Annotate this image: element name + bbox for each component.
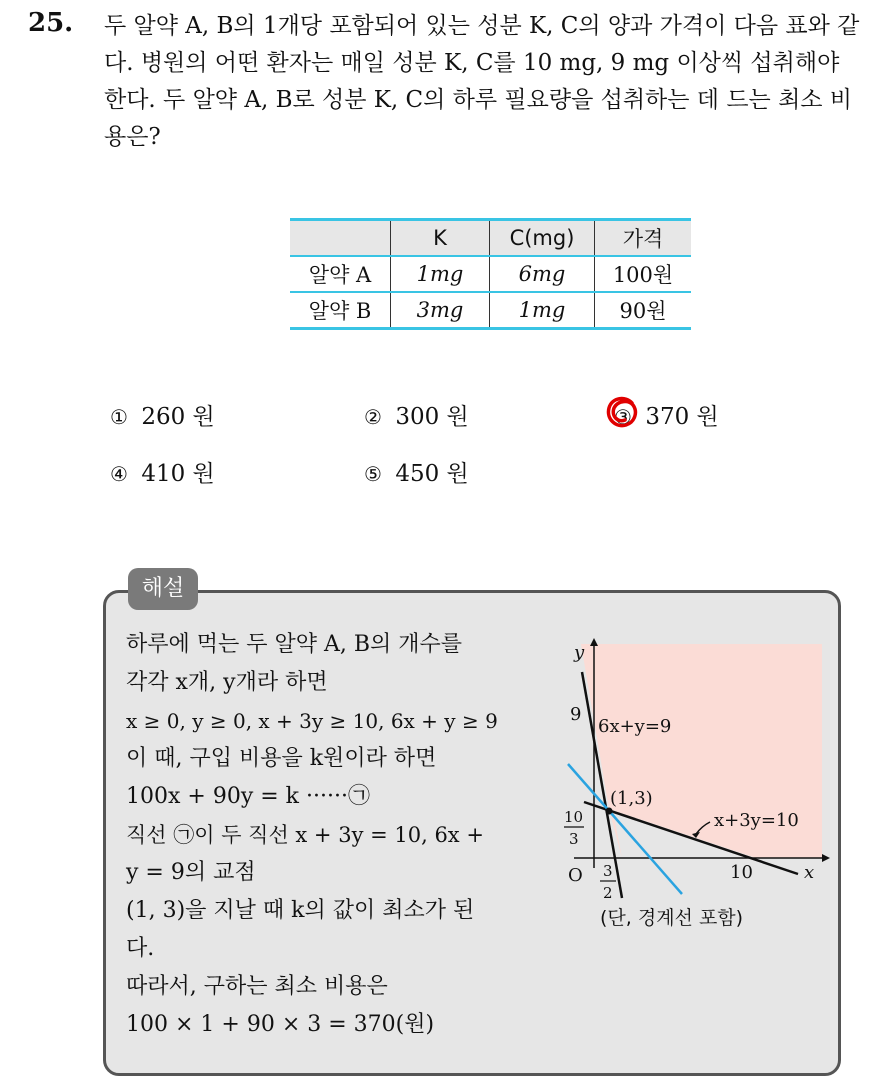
- solution-line: 각각 x개, y개라 하면: [126, 670, 328, 695]
- line2-label: x+3y=10: [714, 810, 799, 831]
- table-header-cell: 가격: [595, 220, 692, 257]
- choice-number: ④: [110, 462, 128, 486]
- solution-line: 하루에 먹는 두 알약 A, B의 개수를: [126, 632, 463, 657]
- table-cell: 알약 B: [290, 292, 391, 329]
- choice-text: 300 원: [395, 404, 469, 430]
- choice-text: 410 원: [141, 461, 215, 487]
- x-axis-label: x: [804, 862, 815, 883]
- table-cell: 알약 A: [290, 256, 391, 292]
- table-header-cell: K: [391, 220, 490, 257]
- solution-line: 100x + 90y = k ······㉠: [126, 784, 370, 809]
- solution-text: [126, 626, 546, 1044]
- y-fraction-denominator: 3: [569, 830, 579, 848]
- solution-line: 100 × 1 + 90 × 3 = 370(원): [126, 1012, 435, 1037]
- solution-tag: 해설: [128, 568, 198, 610]
- choice-number: ②: [364, 405, 382, 429]
- table-header-cell: [290, 220, 391, 257]
- choice-2[interactable]: [364, 398, 469, 431]
- point-label: (1,3): [610, 788, 653, 809]
- solution-line: (1, 3)을 지날 때 k의 값이 최소가 된: [126, 898, 475, 923]
- x-fraction-numerator: 3: [603, 862, 613, 880]
- table-cell: 100원: [595, 256, 692, 292]
- choice-4[interactable]: [110, 455, 215, 488]
- solution-line: x ≥ 0, y ≥ 0, x + 3y ≥ 10, 6x + y ≥ 9: [126, 709, 498, 733]
- answer-mark-icon: [604, 394, 640, 430]
- choice-text: 370 원: [645, 404, 719, 430]
- table-header-row: [290, 220, 691, 257]
- choice-number: ⑤: [364, 462, 382, 486]
- origin-label: O: [568, 865, 583, 886]
- ingredient-table: [290, 218, 691, 330]
- table-cell: 1mg: [391, 256, 490, 292]
- table-cell: 1mg: [490, 292, 595, 329]
- choice-number: ③: [614, 405, 632, 429]
- table-cell: 3mg: [391, 292, 490, 329]
- x-axis-arrow-icon: [822, 854, 830, 862]
- table-row: [290, 292, 691, 329]
- y-axis-label: y: [574, 642, 585, 663]
- choice-1[interactable]: [110, 398, 215, 431]
- solution-line: y = 9의 교점: [126, 860, 256, 885]
- table-row: [290, 256, 691, 292]
- table-cell: 90원: [595, 292, 692, 329]
- solution-line: 직선 ㉠이 두 직선 x + 3y = 10, 6x +: [126, 823, 484, 847]
- feasible-region-graph: [560, 636, 830, 906]
- y-axis-arrow-icon: [590, 638, 598, 646]
- y-intercept-label: 9: [570, 704, 582, 725]
- line1-label: 6x+y=9: [598, 716, 672, 737]
- solution-line: 따라서, 구하는 최소 비용은: [126, 974, 388, 999]
- solution-line: 이 때, 구입 비용을 k원이라 하면: [126, 746, 437, 771]
- table-header-cell: C(mg): [490, 220, 595, 257]
- solution-line: 다.: [126, 936, 155, 961]
- choice-number: ①: [110, 405, 128, 429]
- table-cell: 6mg: [490, 256, 595, 292]
- question-number: 25.: [28, 8, 74, 38]
- graph-caption: (단, 경계선 포함): [600, 907, 744, 929]
- x-intercept-label: 10: [730, 862, 753, 883]
- question-text: 두 알약 A, B의 1개당 포함되어 있는 성분 K, C의 양과 가격이 다음 표와 같다. 병원의 어떤 환자는 매일 성분 K, C를 10 mg, 9 mg 이상씩 섭취해야 한다. 두 알약 A, B로 성분 K, C의 하루 필요량을 섭취하는 데 드는 최소 비용은?: [104, 13, 860, 150]
- choice-text: 260 원: [141, 404, 215, 430]
- y-fraction-numerator: 10: [564, 808, 584, 826]
- choice-text: 450 원: [395, 461, 469, 487]
- x-fraction-denominator: 2: [603, 884, 613, 902]
- choice-5[interactable]: [364, 455, 469, 488]
